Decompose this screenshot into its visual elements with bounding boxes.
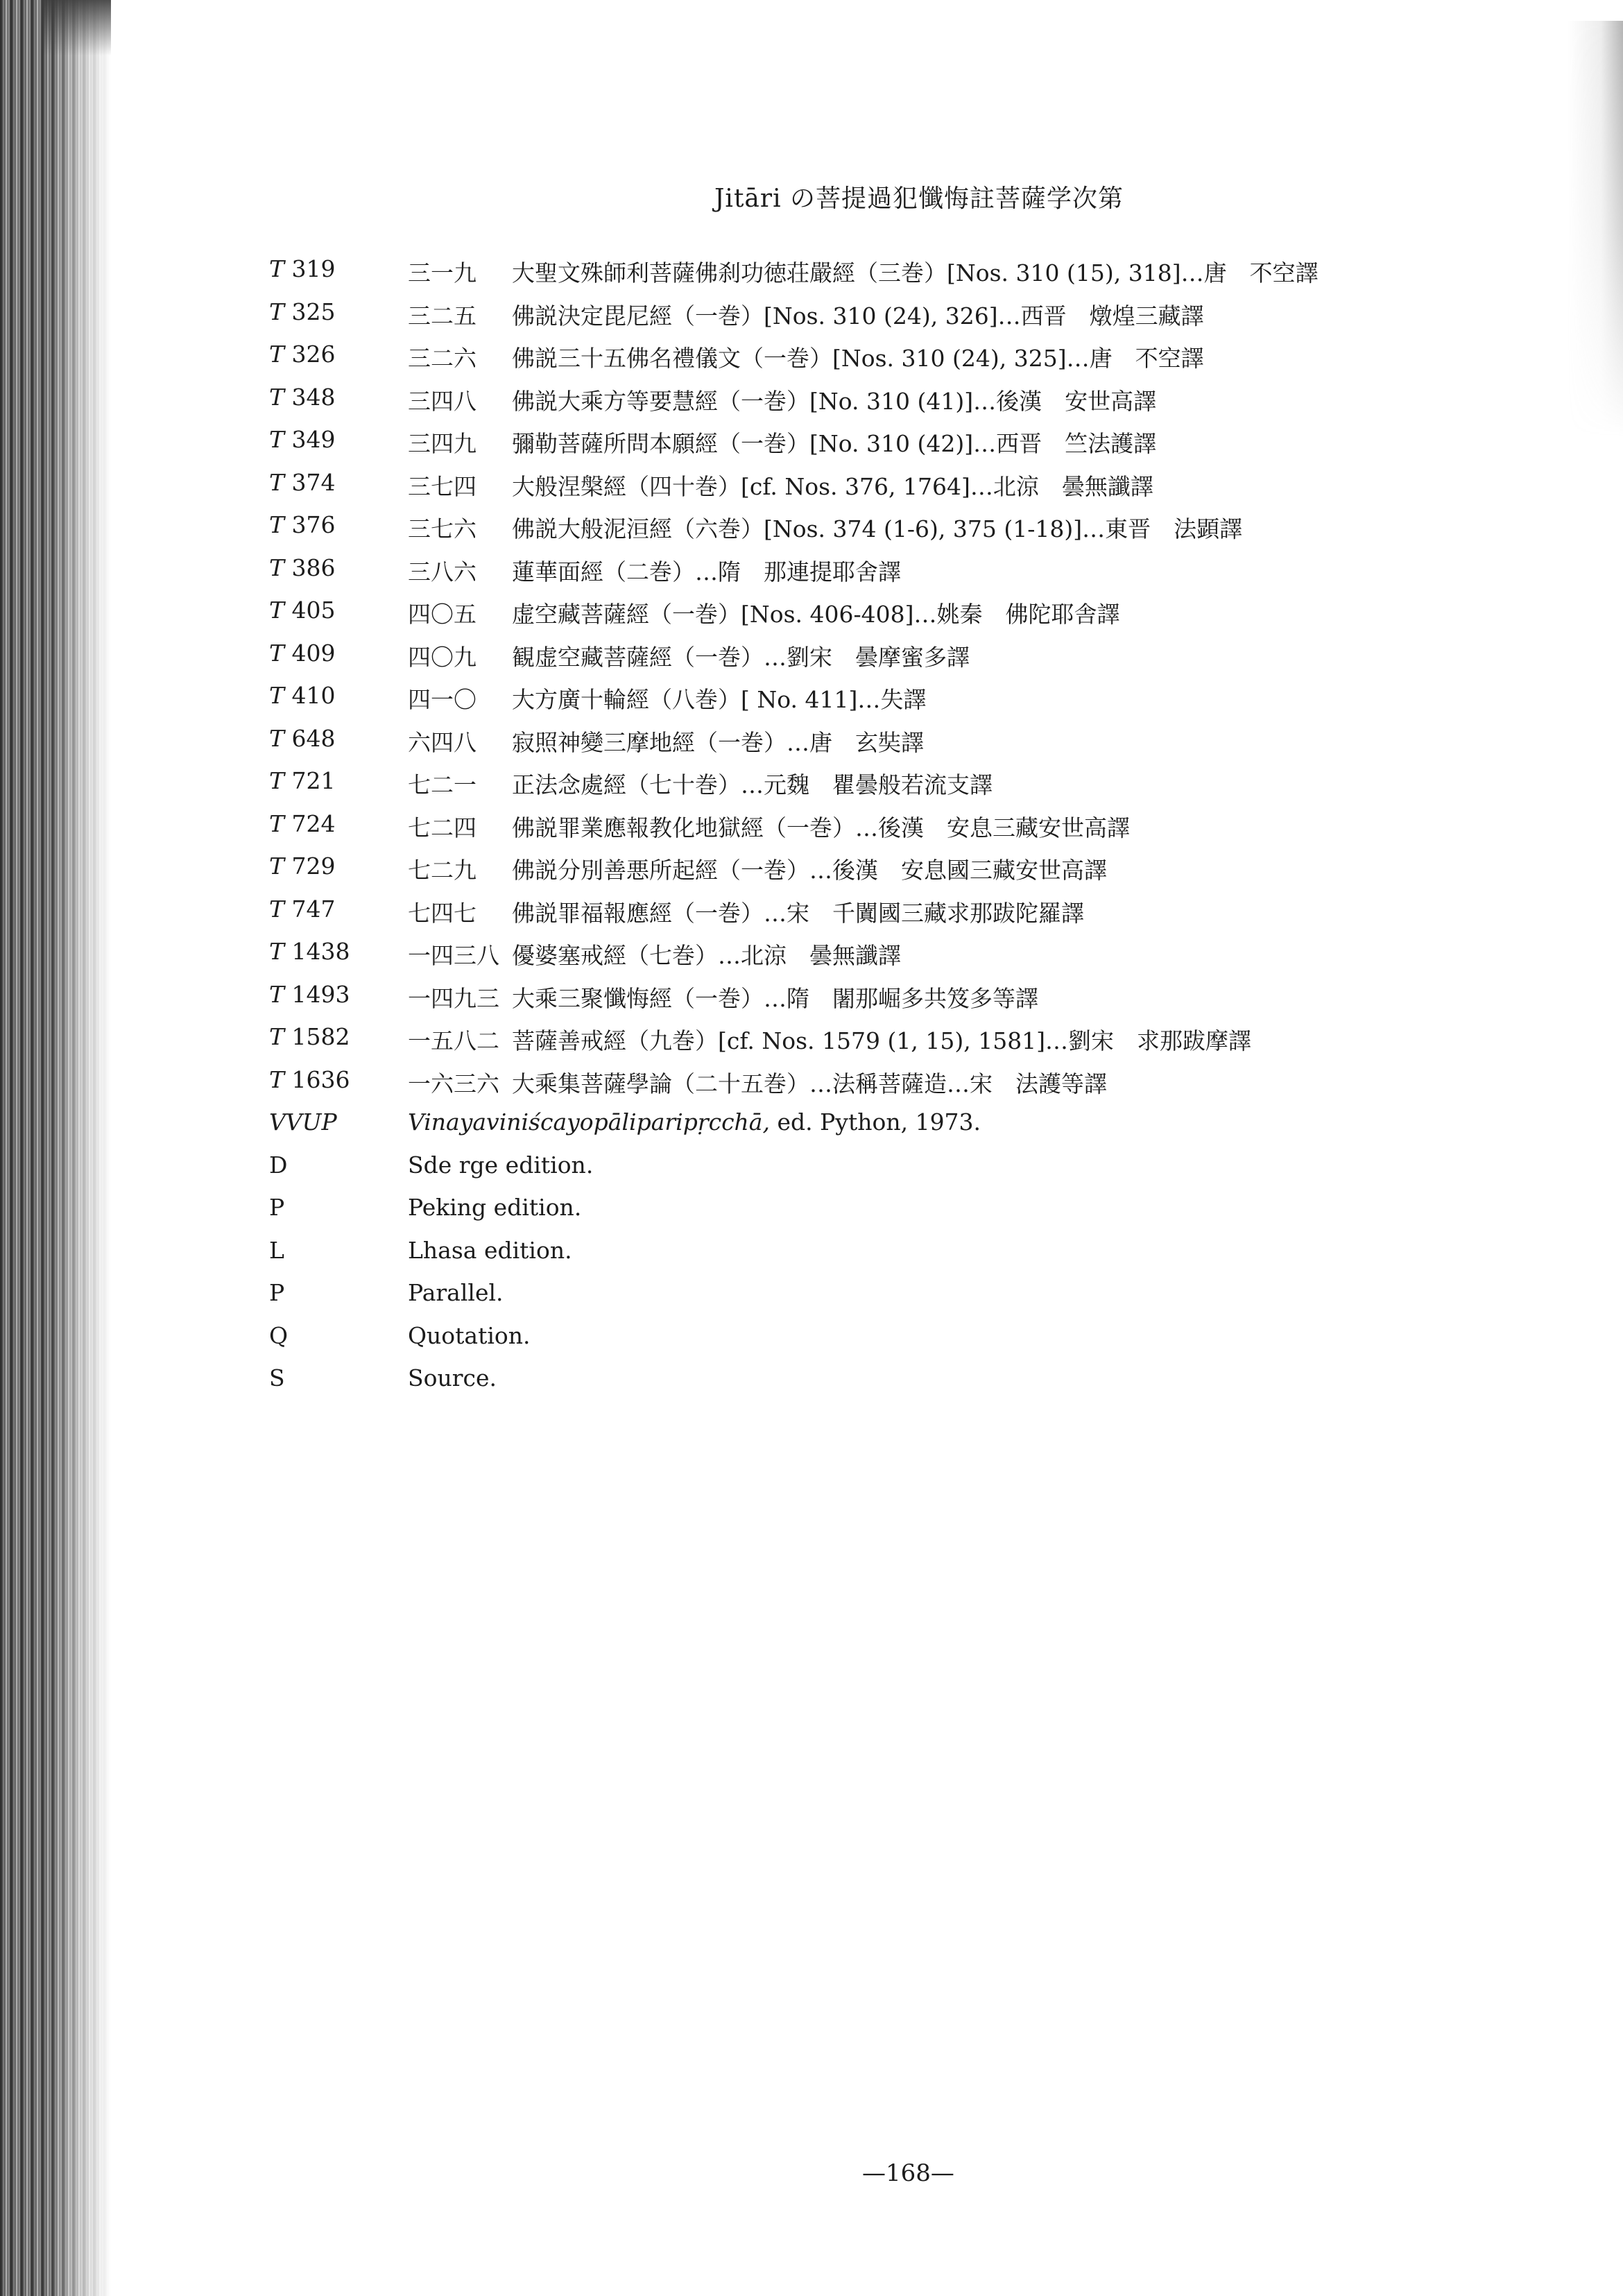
siglum-entries bbox=[269, 1151, 1448, 1407]
taisho-entry bbox=[269, 682, 1448, 725]
taisho-letter: T bbox=[269, 980, 285, 1008]
kanji-number: 四一〇 bbox=[408, 686, 476, 713]
taisho-letter: T bbox=[269, 554, 285, 581]
sutra-title: 佛説決定毘尼經（一巻）[Nos. 310 (24), 326]…西晋 燉煌三藏譯 bbox=[512, 302, 1204, 329]
sutra-title: 寂照神變三摩地經（一巻）…唐 玄奘譯 bbox=[512, 728, 924, 756]
entry-description bbox=[408, 255, 1319, 288]
taisho-entry bbox=[269, 554, 1448, 597]
entry-abbr bbox=[269, 981, 350, 1008]
page-number: —168— bbox=[862, 2159, 954, 2187]
taisho-letter: T bbox=[269, 1065, 285, 1093]
entry-description: Parallel. bbox=[408, 1279, 504, 1306]
taisho-number: 386 bbox=[291, 554, 336, 581]
entry-description: Quotation. bbox=[408, 1321, 531, 1349]
abbreviation-list bbox=[269, 255, 1448, 1407]
taisho-letter: T bbox=[269, 767, 285, 794]
entry-description: Peking edition. bbox=[408, 1194, 582, 1221]
taisho-entry bbox=[269, 341, 1448, 384]
taisho-letter: T bbox=[269, 426, 285, 453]
entry-abbr: VVUP bbox=[269, 1108, 337, 1136]
kanji-number: 七二四 bbox=[408, 814, 476, 841]
sutra-title: 彌勒菩薩所問本願經（一巻）[No. 310 (42)]…西晋 竺法護譯 bbox=[512, 430, 1157, 457]
taisho-letter: T bbox=[269, 597, 285, 624]
sutra-title: 大方廣十輪經（八巻）[ No. 411]…失譯 bbox=[512, 686, 927, 713]
entry-description bbox=[408, 640, 970, 672]
kanji-number: 三四八 bbox=[408, 387, 476, 415]
kanji-number: 三七六 bbox=[408, 515, 476, 542]
kanji-number: 四〇五 bbox=[408, 601, 476, 628]
taisho-entry bbox=[269, 810, 1448, 853]
entry-description bbox=[408, 810, 1130, 843]
taisho-number: 409 bbox=[291, 639, 336, 667]
taisho-entry bbox=[269, 767, 1448, 810]
sutra-title: 菩薩善戒經（九巻）[cf. Nos. 1579 (1, 15), 1581]…劉宋 求那跋摩譯 bbox=[512, 1027, 1252, 1054]
sutra-title: 大乘三聚懺悔經（一巻）…隋 闍那崛多共笈多等譯 bbox=[512, 984, 1038, 1012]
entry-abbr bbox=[269, 1066, 350, 1093]
entry-description bbox=[408, 938, 901, 970]
taisho-number: 724 bbox=[291, 809, 336, 837]
taisho-letter: T bbox=[269, 383, 285, 411]
kanji-number: 三四九 bbox=[408, 430, 476, 457]
entry-abbr: S bbox=[269, 1364, 285, 1391]
entry-description bbox=[408, 597, 1120, 629]
taisho-letter: T bbox=[269, 639, 285, 667]
entry-abbr: Q bbox=[269, 1321, 289, 1349]
kanji-number: 一六三六 bbox=[408, 1070, 499, 1097]
entry-abbr bbox=[269, 469, 336, 496]
taisho-letter: T bbox=[269, 298, 285, 325]
taisho-entry bbox=[269, 298, 1448, 341]
siglum-entry bbox=[269, 1151, 1448, 1194]
taisho-number: 374 bbox=[291, 468, 336, 496]
entry-description bbox=[408, 1023, 1251, 1056]
entry-abbr bbox=[269, 341, 336, 368]
entry-abbr bbox=[269, 511, 336, 538]
taisho-letter: T bbox=[269, 1023, 285, 1050]
entry-description bbox=[408, 1066, 1107, 1099]
kanji-number: 四〇九 bbox=[408, 643, 476, 671]
sutra-title: 佛説分別善悪所起經（一巻）…後漢 安息國三藏安世高譯 bbox=[512, 857, 1107, 884]
taisho-letter: T bbox=[269, 938, 285, 965]
siglum-entry bbox=[269, 1237, 1448, 1280]
entry-rest: ed. Python, 1973. bbox=[769, 1108, 981, 1136]
taisho-letter: T bbox=[269, 468, 285, 496]
taisho-number: 405 bbox=[291, 597, 336, 624]
entry-abbr bbox=[269, 255, 336, 282]
entry-abbr bbox=[269, 938, 350, 965]
taisho-entry bbox=[269, 1023, 1448, 1066]
entry-description bbox=[408, 682, 926, 714]
entry-abbr bbox=[269, 640, 336, 667]
kanji-number: 六四八 bbox=[408, 728, 476, 756]
taisho-number: 648 bbox=[291, 724, 336, 752]
taisho-entry bbox=[269, 384, 1448, 427]
entry-description bbox=[408, 767, 993, 800]
kanji-number: 七二一 bbox=[408, 771, 476, 798]
taisho-number: 721 bbox=[291, 767, 336, 794]
taisho-entry bbox=[269, 511, 1448, 554]
entry-abbr bbox=[269, 853, 336, 880]
entry-description bbox=[408, 298, 1204, 331]
kanji-number: 三二六 bbox=[408, 345, 476, 372]
taisho-number: 348 bbox=[291, 383, 336, 411]
taisho-letter: T bbox=[269, 255, 285, 282]
taisho-number: 1636 bbox=[291, 1065, 350, 1093]
entry-description bbox=[408, 981, 1038, 1013]
taisho-number: 747 bbox=[291, 895, 336, 923]
scan-binding-top bbox=[42, 0, 111, 55]
taisho-number: 325 bbox=[291, 298, 336, 325]
taisho-number: 349 bbox=[291, 426, 336, 453]
sutra-title: 佛説罪福報應經（一巻）…宋 千闐國三藏求那跋陀羅譯 bbox=[512, 899, 1084, 927]
entry-abbr bbox=[269, 682, 336, 709]
entry-abbr: L bbox=[269, 1236, 284, 1264]
sutra-title: 佛説大乘方等要慧經（一巻）[No. 310 (41)]…後漢 安世高譯 bbox=[512, 387, 1157, 415]
sutra-title: 大聖文殊師利菩薩佛刹功徳荘嚴經（三巻）[Nos. 310 (15), 318]…唐 不空譯 bbox=[512, 259, 1319, 286]
sutra-title: 大般涅槃經（四十巻）[cf. Nos. 376, 1764]…北涼 曇無讖譯 bbox=[512, 472, 1153, 500]
taisho-letter: T bbox=[269, 895, 285, 923]
sutra-title: 正法念處經（七十巻）…元魏 瞿曇般若流支譯 bbox=[512, 771, 993, 798]
running-header: Jitāri の菩提過犯懺悔註菩薩学次第 bbox=[714, 185, 1124, 213]
sutra-title: 佛説罪業應報教化地獄經（一巻）…後漢 安息三藏安世高譯 bbox=[512, 814, 1130, 841]
taisho-letter: T bbox=[269, 682, 285, 709]
entry-description: Lhasa edition. bbox=[408, 1236, 572, 1264]
entry-abbr bbox=[269, 896, 336, 923]
entry-description: Source. bbox=[408, 1364, 497, 1391]
entry-abbr bbox=[269, 1023, 350, 1050]
entry-abbr bbox=[269, 597, 336, 624]
entry-description bbox=[408, 384, 1156, 416]
entry-description: Sde rge edition. bbox=[408, 1151, 594, 1179]
taisho-number: 1493 bbox=[291, 980, 350, 1008]
taisho-number: 326 bbox=[291, 341, 336, 368]
taisho-number: 410 bbox=[291, 682, 336, 709]
entry-description bbox=[408, 853, 1107, 885]
taisho-entry bbox=[269, 938, 1448, 981]
siglum-entry bbox=[269, 1322, 1448, 1365]
entry-description bbox=[408, 554, 901, 587]
taisho-number: 729 bbox=[291, 853, 336, 880]
siglum-entry bbox=[269, 1279, 1448, 1322]
entry-abbr bbox=[269, 384, 336, 411]
sutra-title: 優婆塞戒經（七巻）…北涼 曇無讖譯 bbox=[512, 942, 901, 969]
entry-description bbox=[408, 426, 1156, 459]
taisho-number: 376 bbox=[291, 511, 336, 538]
entry-abbr: P bbox=[269, 1279, 285, 1306]
kanji-number: 三一九 bbox=[408, 259, 476, 286]
kanji-number: 三二五 bbox=[408, 302, 476, 329]
taisho-entries bbox=[269, 255, 1448, 1108]
taisho-number: 319 bbox=[291, 255, 336, 282]
siglum-entry bbox=[269, 1364, 1448, 1407]
taisho-letter: T bbox=[269, 724, 285, 752]
kanji-number: 一五八二 bbox=[408, 1027, 499, 1054]
taisho-number: 1582 bbox=[291, 1023, 350, 1050]
entry-abbr bbox=[269, 554, 336, 581]
taisho-entry bbox=[269, 469, 1448, 512]
taisho-entry bbox=[269, 597, 1448, 640]
entry-description bbox=[408, 1108, 981, 1136]
sutra-title: 虚空藏菩薩經（一巻）[Nos. 406-408]…姚秦 佛陀耶舎譯 bbox=[512, 601, 1120, 628]
entry-abbr bbox=[269, 298, 336, 325]
taisho-entry bbox=[269, 981, 1448, 1024]
vvup-entry bbox=[269, 1108, 1448, 1151]
taisho-entry bbox=[269, 255, 1448, 298]
taisho-number: 1438 bbox=[291, 938, 350, 965]
entry-abbr bbox=[269, 725, 336, 752]
entry-description bbox=[408, 469, 1153, 502]
sutra-title: 佛説大般泥洹經（六巻）[Nos. 374 (1-6), 375 (1-18)]…東晋 法顕譯 bbox=[512, 515, 1243, 542]
scan-edge-shadow bbox=[1568, 21, 1623, 437]
entry-abbr bbox=[269, 810, 336, 837]
sutra-title: 蓮華面經（二巻）…隋 那連提耶舍譯 bbox=[512, 558, 901, 585]
scan-binding-shadow bbox=[0, 0, 111, 2296]
kanji-number: 一四九三 bbox=[408, 984, 499, 1012]
taisho-entry bbox=[269, 1066, 1448, 1109]
kanji-number: 七二九 bbox=[408, 857, 476, 884]
taisho-letter: T bbox=[269, 341, 285, 368]
entry-description bbox=[408, 725, 924, 757]
taisho-entry bbox=[269, 725, 1448, 768]
entry-description bbox=[408, 511, 1242, 544]
sutra-title: 観虚空藏菩薩經（一巻）…劉宋 曇摩蜜多譯 bbox=[512, 643, 970, 671]
entry-abbr bbox=[269, 767, 336, 794]
siglum-entry bbox=[269, 1194, 1448, 1237]
entry-title: Vinayaviniścayopāliparipṛcchā, bbox=[408, 1108, 770, 1136]
kanji-number: 七四七 bbox=[408, 899, 476, 927]
taisho-entry bbox=[269, 640, 1448, 683]
entry-abbr: D bbox=[269, 1151, 288, 1179]
sutra-title: 大乘集菩薩學論（二十五巻）…法稱菩薩造…宋 法護等譯 bbox=[512, 1070, 1107, 1097]
kanji-number: 三七四 bbox=[408, 472, 476, 500]
taisho-entry bbox=[269, 853, 1448, 896]
entry-description bbox=[408, 896, 1084, 928]
taisho-letter: T bbox=[269, 809, 285, 837]
sutra-title: 佛説三十五佛名禮儀文（一巻）[Nos. 310 (24), 325]…唐 不空譯 bbox=[512, 345, 1204, 372]
taisho-letter: T bbox=[269, 511, 285, 538]
kanji-number: 三八六 bbox=[408, 558, 476, 585]
entry-abbr bbox=[269, 426, 336, 453]
kanji-number: 一四三八 bbox=[408, 942, 499, 969]
entry-description bbox=[408, 341, 1204, 373]
taisho-entry bbox=[269, 896, 1448, 939]
entry-abbr: P bbox=[269, 1194, 285, 1221]
taisho-letter: T bbox=[269, 853, 285, 880]
taisho-entry bbox=[269, 426, 1448, 469]
